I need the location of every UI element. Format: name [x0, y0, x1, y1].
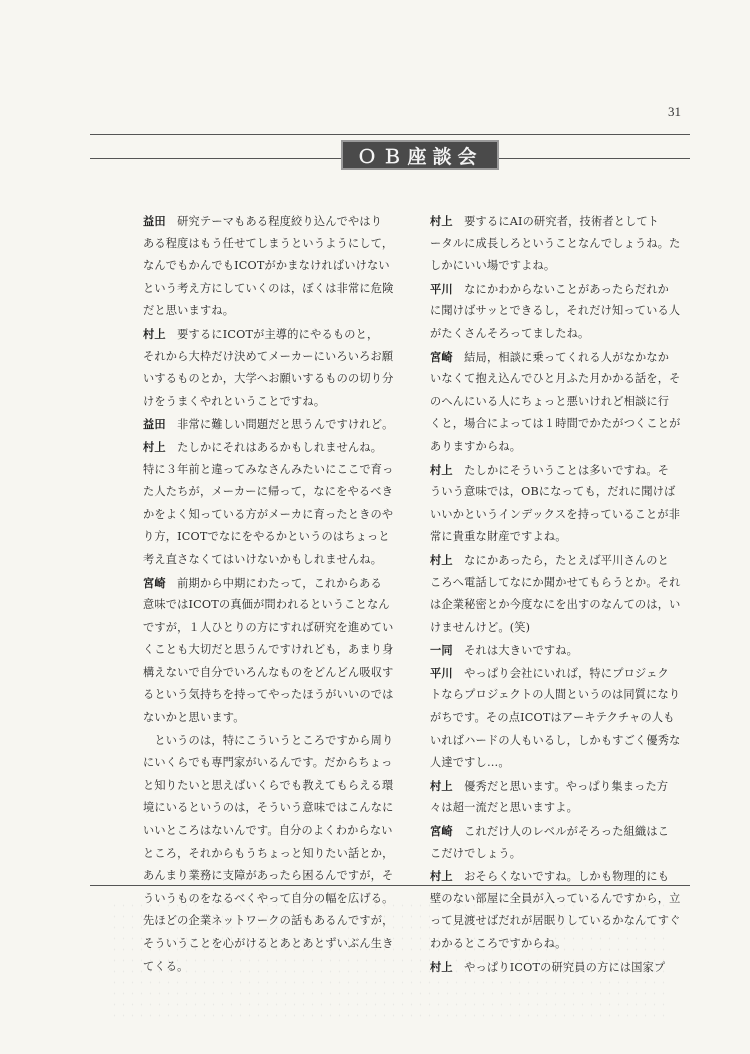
- speaker-name: 村上: [430, 462, 453, 477]
- speaker-gap: [453, 780, 464, 793]
- text-line: [143, 843, 393, 866]
- text-line: [143, 368, 393, 391]
- text-line: [430, 820, 686, 843]
- line-text: 先ほどの企業ネットワークの話もあるんですが，: [143, 914, 394, 928]
- text-line: [143, 210, 393, 233]
- speaker-gap: [453, 554, 464, 567]
- speaker-gap: [166, 328, 177, 341]
- line-text: は企業秘密とか今度なにを出すのなんてのは，い: [430, 598, 681, 612]
- line-text: 人達ですし…。: [430, 756, 510, 770]
- line-text: いればハードの人もいるし，しかもすごく優秀な: [430, 733, 681, 747]
- line-text: 常に貴重な財産ですよね。: [430, 530, 567, 544]
- speaker-name: 宮崎: [430, 349, 453, 364]
- line-text: がたくさんそろってましたね。: [430, 326, 590, 340]
- line-text: 前期から中期にわたって，これからある: [177, 576, 382, 590]
- line-text: やっぱり会社にいれば，特にプロジェク: [464, 666, 669, 680]
- text-line: [143, 730, 393, 753]
- speaker-name: 一同: [430, 643, 453, 658]
- line-text: これだけ人のレベルがそろった組織はこ: [464, 825, 670, 839]
- line-text: おそらくないですね。しかも物理的にも: [464, 870, 670, 884]
- text-line: [143, 278, 393, 301]
- speaker-name: 宮崎: [430, 824, 453, 839]
- line-text: ータルに成長しろということなんでしょうね。た: [430, 236, 681, 250]
- section-title: ＯＢ座談会: [341, 140, 499, 170]
- left-column: [143, 210, 393, 978]
- text-line: [430, 391, 686, 414]
- line-text: けをうまくやれということですね。: [143, 394, 326, 408]
- text-line: [143, 820, 393, 843]
- text-line: [430, 594, 686, 617]
- text-line: [143, 459, 393, 482]
- line-text: というのは，特にこういうところですから周り: [143, 733, 394, 747]
- text-line: [430, 775, 686, 798]
- speaker-name: 村上: [430, 778, 453, 793]
- line-text: り方，ICOTでなにをやるかというのはちょっと: [143, 530, 390, 544]
- text-line: [430, 255, 686, 278]
- text-line: [143, 639, 393, 662]
- speaker-gap: [453, 215, 464, 228]
- text-line: [143, 617, 393, 640]
- line-text: てくる。: [143, 959, 189, 973]
- line-text: けませんけど。(笑): [430, 620, 531, 634]
- text-line: [143, 233, 393, 256]
- line-text: やっぱりICOTの研究員の方には国家プ: [464, 960, 666, 974]
- line-text: わかるところですからね。: [430, 937, 567, 950]
- speaker-name: 村上: [430, 959, 453, 974]
- line-text: なんでもかんでもICOTがかまなければいけない: [143, 259, 390, 273]
- text-line: [430, 368, 686, 391]
- text-line: [430, 639, 686, 662]
- speaker-gap: [453, 283, 464, 296]
- text-line: [143, 752, 393, 775]
- text-line: [143, 255, 393, 278]
- speaker-name: 平川: [430, 665, 453, 680]
- text-line: [143, 436, 393, 459]
- speaker-gap: [166, 441, 177, 454]
- line-text: のへんにいる人にちょっと悪いけれど相談に行: [430, 394, 670, 408]
- line-text: なにかわからないことがあったらだれか: [464, 282, 670, 296]
- text-line: [430, 662, 686, 685]
- line-text: 壁のない部屋に全員が入っているんですから，立: [430, 891, 681, 905]
- text-line: [430, 481, 686, 504]
- text-line: [430, 843, 686, 866]
- line-text: 特に３年前と違ってみなさんみたいにここで育っ: [143, 462, 394, 476]
- speaker-gap: [453, 667, 464, 680]
- text-line: [143, 481, 393, 504]
- text-line: [143, 594, 393, 617]
- speaker-gap: [453, 825, 464, 838]
- speaker-gap: [166, 418, 177, 431]
- header-rule-top: [90, 134, 690, 135]
- speaker-name: 平川: [430, 281, 453, 296]
- line-text: るという気持ちを持ってやったほうがいいのでは: [143, 688, 394, 702]
- text-line: [143, 775, 393, 798]
- line-text: 研究テーマもある程度絞り込んでやはり: [177, 215, 383, 228]
- footer-rule: [90, 885, 690, 886]
- text-line: [430, 797, 686, 820]
- line-text: こだけでしょう。: [430, 846, 522, 860]
- line-text: 々は超一流だと思いますよ。: [430, 801, 579, 815]
- line-text: くと，場合によっては１時間でかたがつくことが: [430, 417, 681, 431]
- text-line: [143, 504, 393, 527]
- line-text: ある程度はもう任せてしまうというようにして，: [143, 236, 394, 250]
- line-text: それは大きいですね。: [464, 644, 579, 658]
- speaker-gap: [453, 464, 464, 477]
- speaker-gap: [166, 577, 177, 590]
- line-text: なにかあったら，たとえば平川さんのと: [464, 553, 670, 567]
- line-text: 考え直さなくてはいけないかもしれませんね。: [143, 552, 383, 566]
- line-text: って見渡せばだれが居眠りしているかなんてすぐ: [430, 914, 681, 928]
- line-text: 非常に難しい問題だと思うんですけれど。: [177, 418, 394, 432]
- text-line: [143, 684, 393, 707]
- speaker-name: 村上: [430, 214, 453, 228]
- line-text: にいくらでも専門家がいるんです。だからちょっ: [143, 756, 393, 770]
- line-text: 境にいるというのは，そういう意味ではこんなに: [143, 801, 394, 815]
- line-text: しかにいい場ですよね。: [430, 259, 556, 273]
- speaker-name: 村上: [143, 326, 166, 341]
- text-line: [143, 346, 393, 369]
- line-text: 要するにAIの研究者，技術者としてト: [464, 215, 660, 228]
- line-text: と知りたいと思えばいくらでも教えてもらえる環: [143, 778, 394, 792]
- right-column: [430, 210, 686, 978]
- line-text: ころへ電話してなにか聞かせてもらうとか。それ: [430, 575, 681, 589]
- line-text: がちです。その点ICOTはアーキテクチャの人も: [430, 711, 675, 725]
- line-text: くことも大切だと思うんですけれども，あまり身: [143, 643, 394, 657]
- text-line: [430, 459, 686, 482]
- text-line: [143, 797, 393, 820]
- text-line: [430, 323, 686, 346]
- page-number: 31: [668, 104, 681, 119]
- line-text: たしかにそれはあるかもしれませんね。: [177, 440, 383, 454]
- text-line: [143, 413, 393, 436]
- line-text: たしかにそういうことは多いですね。そ: [464, 463, 670, 477]
- text-line: [430, 752, 686, 775]
- line-text: いいところはないんです。自分のよくわからない: [143, 824, 393, 838]
- text-line: [430, 684, 686, 707]
- line-text: かをよく知っている方がメーカに育ったときのや: [143, 507, 394, 521]
- speaker-gap: [453, 351, 464, 364]
- text-line: [430, 730, 686, 753]
- line-text: 意味ではICOTの真価が問われるということなん: [143, 598, 390, 612]
- speaker-name: 益田: [143, 417, 166, 432]
- line-text: いいかというインデックスを持っていることが非: [430, 507, 681, 521]
- speaker-name: 村上: [430, 869, 453, 884]
- speaker-name: 村上: [143, 439, 166, 454]
- text-line: [430, 504, 686, 527]
- text-line: [430, 549, 686, 572]
- text-line: [143, 707, 393, 730]
- speaker-name: 益田: [143, 214, 166, 228]
- line-text: いなくて抱え込んでひと月ふた月かかる話を，そ: [430, 372, 681, 386]
- speaker-gap: [453, 644, 464, 657]
- speaker-name: 村上: [430, 552, 453, 567]
- speaker-name: 宮崎: [143, 575, 166, 590]
- speaker-gap: [166, 215, 177, 228]
- text-line: [143, 662, 393, 685]
- text-line: [430, 707, 686, 730]
- text-line: [143, 549, 393, 572]
- text-line: [430, 300, 686, 323]
- line-text: 結局，相談に乗ってくれる人がなかなか: [464, 350, 670, 364]
- line-text: た人たちが，メーカーに帰って，なにをやるべき: [143, 485, 394, 499]
- text-line: [430, 526, 686, 549]
- line-text: 優秀だと思います。やっぱり集まった方: [464, 779, 669, 793]
- line-text: だと思いますね。: [143, 304, 235, 318]
- text-line: [430, 210, 686, 233]
- text-line: [430, 233, 686, 256]
- line-text: そういうことを心がけるとあとあとずいぶん生き: [143, 937, 394, 950]
- speaker-gap: [453, 870, 464, 883]
- line-text: という考え方にしていくのは，ぼくは非常に危険: [143, 281, 394, 295]
- text-line: [430, 617, 686, 640]
- text-line: [430, 572, 686, 595]
- line-text: トならプロジェクトの人間というのは同質になり: [430, 688, 681, 702]
- text-line: [430, 436, 686, 459]
- scan-noise: [110, 900, 670, 1020]
- text-line: [143, 391, 393, 414]
- text-line: [430, 346, 686, 369]
- line-text: いするものとか，大学へお願いするものの切り分: [143, 372, 394, 386]
- line-text: ういうものをなるべくやって自分の幅を広げる。: [143, 891, 394, 905]
- line-text: に聞けばサッとできるし，それだけ知っている人: [430, 304, 681, 318]
- text-line: [143, 572, 393, 595]
- line-text: ありますからね。: [430, 439, 522, 453]
- line-text: ところ，それからもうちょっと知りたい話とか，: [143, 846, 394, 860]
- line-text: あんまり業務に支障があったら困るんですが，そ: [143, 869, 394, 883]
- text-line: [143, 526, 393, 549]
- line-text: ういう意味では，OBになっても，だれに聞けば: [430, 485, 676, 499]
- line-text: ですが，１人ひとりの方にすれば研究を進めてい: [143, 620, 394, 634]
- line-text: それから大枠だけ決めてメーカーにいろいろお願: [143, 349, 394, 363]
- line-text: ないかと思います。: [143, 711, 245, 725]
- text-line: [143, 300, 393, 323]
- text-line: [143, 323, 393, 346]
- line-text: 構えないで自分でいろんなものをどんどん吸収す: [143, 665, 394, 679]
- line-text: 要するにICOTが主導的にやるものと，: [177, 327, 379, 341]
- text-line: [430, 413, 686, 436]
- text-line: [430, 278, 686, 301]
